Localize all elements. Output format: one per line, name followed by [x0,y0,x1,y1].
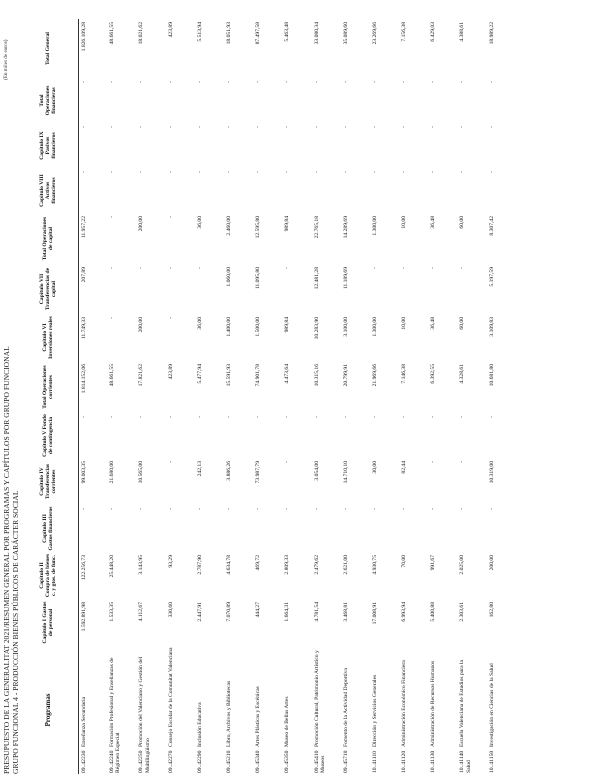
amount-cell: 3.100,00 [342,317,349,337]
amount-cell: 36,48 [430,317,437,330]
amount-cell: - [430,461,437,463]
amount-cell: 12.481,28 [313,267,320,290]
amount-cell: 30,00 [371,461,378,474]
amount-cell: 3.054,00 [313,461,320,481]
col-header: Capítulo VI Inversiones reales [20,314,78,361]
amount-cell: - [167,171,174,173]
amount-cell: - [488,416,495,418]
amount-cell: - [284,508,291,510]
amount-cell: - [167,267,174,269]
amount-cell: - [167,508,174,510]
amount-cell: - [371,81,378,83]
amount-cell: - [284,81,291,83]
amount-cell: 3.886,26 [225,461,232,481]
col-header: Capítulo IX Pasivos financieros [20,123,78,168]
amount-cell: 1.400,00 [225,317,232,337]
program-code: 10..41120 [401,750,408,773]
program-code: 09..42240 [109,750,116,773]
amount-cell: - [401,508,408,510]
amount-cell: - [371,416,378,418]
amount-cell: - [401,267,408,269]
amount-cell: 7.070,89 [225,602,232,622]
units-note: (En miles de euros) [3,39,9,80]
amount-cell: 18.051,93 [225,22,232,45]
amount-cell: - [371,171,378,173]
amount-cell: - [459,508,466,510]
amount-cell: 6.392,55 [430,364,437,384]
program-name: Administración de Recursos Humanos [430,660,437,747]
program-name: Dirección y Servicios Generales [371,674,378,747]
table-row [107,19,136,774]
table-row [370,19,399,774]
program-name: Formación Profesional y Enseñanzas de Régimen Especial [109,657,122,773]
amount-cell: - [459,126,466,128]
amount-cell: - [459,461,466,463]
amount-cell: 1.664,31 [284,602,291,622]
program-code: 09..42270 [167,750,174,773]
document-title: PRESUPUESTO DE LA GENERALITAT 2021/RESUMEN GENERAL POR PROGRAMAS Y CAPÍTULOS POR GRUPO FUNCIONAL [2,346,11,774]
amount-cell: - [342,81,349,83]
amount-cell: - [196,508,203,510]
amount-cell: 6.993,94 [401,602,408,622]
table-body [78,19,516,774]
amount-cell: 99.003,35 [80,461,87,484]
program-code: 09..45340 [255,750,262,773]
amount-cell: 21.969,66 [371,364,378,387]
amount-cell: 1.533,35 [109,602,116,622]
amount-cell: 14.289,69 [342,216,349,239]
table-row [457,19,486,774]
amount-cell: 5.477,94 [196,364,203,384]
program-cell [428,646,457,774]
col-header: Capítulo VII Transferencias de capital [20,264,78,314]
table-row [282,19,311,774]
amount-cell: 17.008,91 [371,602,378,625]
amount-cell: - [80,416,87,418]
amount-cell: 162,80 [488,602,495,618]
amount-cell: 207,89 [80,267,87,283]
amount-cell: 14.710,10 [342,461,349,484]
amount-cell: 20.799,91 [342,364,349,387]
amount-cell: - [284,461,291,463]
amount-cell: 5.513,94 [196,22,203,42]
table-row [253,19,282,774]
amount-cell: 82,44 [401,461,408,474]
program-name: Escuela Valenciana de Estudios para la Salud [459,659,472,773]
amount-cell: - [284,267,291,269]
amount-cell: 10.681,80 [488,364,495,387]
amount-cell: - [430,126,437,128]
amount-cell: - [401,416,408,418]
amount-cell: - [80,508,87,510]
amount-cell: 4.930,75 [371,555,378,575]
amount-cell: - [138,126,145,128]
program-cell [370,646,399,774]
program-name: Promoción Cultural, Patrimonio Artístico y Museos [313,650,326,773]
program-name: Investigación en Ciencias de la Salud [488,663,495,747]
amount-cell: 1.060,00 [225,267,232,287]
table-row [341,19,370,774]
amount-cell: 1.300,00 [371,216,378,236]
table-row [136,19,165,774]
amount-cell: 73.987,79 [255,461,262,484]
amount-cell: - [109,508,116,510]
amount-cell: 1.814.152,06 [80,364,87,394]
program-cell [224,646,253,774]
amount-cell: - [255,81,262,83]
amount-cell: - [313,126,320,128]
amount-cell: - [284,171,291,173]
amount-cell: 70,00 [401,555,408,568]
table-row [195,19,224,774]
amount-cell: - [459,416,466,418]
amount-cell: - [225,81,232,83]
program-cell [341,646,370,774]
program-code: 09..45710 [342,750,349,773]
program-code: 09..45410 [313,750,320,773]
program-code: 09..42290 [196,750,203,773]
amount-cell: - [430,416,437,418]
amount-cell: 48.661,55 [109,364,116,387]
amount-cell: - [109,81,116,83]
amount-cell: 2.787,90 [196,555,203,575]
amount-cell: 2.479,62 [313,555,320,575]
amount-cell: 2.025,00 [459,555,466,575]
amount-cell: 200,00 [488,555,495,571]
amount-cell: - [371,508,378,510]
amount-cell: - [255,508,262,510]
col-header: Capítulo I Gastos de personal [20,599,78,646]
amount-cell: - [284,416,291,418]
amount-cell: - [196,81,203,83]
amount-cell: - [109,171,116,173]
col-header: Total Operaciones de capital [20,213,78,264]
program-code: 09..45210 [225,750,232,773]
col-header: Programas [20,646,78,774]
amount-cell: 2.460,00 [225,216,232,236]
program-cell [107,646,136,774]
program-cell [166,646,195,774]
amount-cell: 6.429,03 [430,22,437,42]
amount-cell: - [430,81,437,83]
col-header: Total Operaciones corrientes [20,361,78,413]
amount-cell: 423,89 [167,22,174,38]
amount-cell: - [109,216,116,218]
amount-cell: - [342,416,349,418]
table-row [78,19,107,774]
program-name: Artes Plásticas y Escénicas [255,686,262,747]
amount-cell: 10.319,00 [488,461,495,484]
amount-cell: 4.781,54 [313,602,320,622]
amount-cell: - [196,416,203,418]
amount-cell: - [371,126,378,128]
amount-cell: 60,00 [459,317,466,330]
amount-cell: - [255,416,262,418]
functional-group-heading: GRUPO FUNCIONAL 4 - PRODUCCIÓN BIENES PÚBLICOS DE CARÁCTER SOCIAL [10,490,20,774]
program-name: Promoción del Valenciano y Gestión del Multilingüismo [138,656,151,773]
program-name: Fomento de la Actividad Deportiva [342,668,349,747]
amount-cell: 3.143,95 [138,555,145,575]
program-cell [487,646,516,774]
amount-cell: - [401,171,408,173]
program-cell [282,646,311,774]
amount-cell: - [196,126,203,128]
amount-cell: - [459,81,466,83]
program-cell [195,646,224,774]
amount-cell: 5.197,59 [488,267,495,287]
amount-cell: 11.095,80 [255,267,262,290]
amount-cell: - [313,416,320,418]
amount-cell: 48.661,55 [109,22,116,45]
program-code: 10..41140 [459,750,466,773]
amount-cell: 10.283,90 [313,317,320,340]
amount-cell: - [167,126,174,128]
amount-cell: 4.112,67 [138,602,145,622]
amount-cell: - [196,267,203,269]
col-header: Capítulo V Fondo de contingencia [20,413,78,458]
amount-cell: - [430,171,437,173]
amount-cell: 469,72 [255,555,262,571]
amount-cell: - [488,81,495,83]
amount-cell: 3.109,83 [488,317,495,337]
amount-cell: - [342,126,349,128]
program-name: Administración Económico Financiera [401,660,408,747]
program-name: Consejo Escolar de la Comunitat Valenciana [167,647,174,747]
amount-cell: 330,60 [167,602,174,618]
program-name: Enseñanza Secundaria [80,696,87,747]
amount-cell: - [80,171,87,173]
program-name: Museo de Bellas Artes [284,696,291,747]
amount-cell: 8.307,42 [488,216,495,236]
amount-cell: 23.269,66 [371,22,378,45]
amount-cell: 17.821,62 [138,364,145,387]
amount-cell: 3.468,81 [342,602,349,622]
amount-cell: - [284,126,291,128]
amount-cell: 93,29 [167,555,174,568]
amount-cell: - [401,81,408,83]
amount-cell: 989,84 [284,216,291,232]
amount-cell: 10,00 [401,216,408,229]
amount-cell: 21.680,00 [109,461,116,484]
amount-cell: 200,00 [138,317,145,333]
amount-cell: - [459,267,466,269]
amount-cell: 60,00 [459,216,466,229]
amount-cell: 4.473,64 [284,364,291,384]
amount-cell: 35.089,60 [342,22,349,45]
amount-cell: 33.080,34 [313,22,320,45]
amount-cell: - [430,508,437,510]
amount-cell: - [109,416,116,418]
amount-cell: 74.901,78 [255,364,262,387]
amount-cell: 1.300,00 [371,317,378,337]
amount-cell: - [342,171,349,173]
amount-cell: - [488,126,495,128]
col-header: Capítulo IV Transferencias corrientes [20,458,78,505]
amount-cell: 18.021,62 [138,22,145,45]
amount-cell: - [167,317,174,319]
amount-cell: 444,27 [255,602,262,618]
col-header: Capítulo VIII Activos financieros [20,168,78,213]
amount-cell: 122.256,73 [80,555,87,581]
amount-cell: - [430,267,437,269]
amount-cell: 22.765,18 [313,216,320,239]
amount-cell: 242,13 [196,461,203,477]
amount-cell: - [313,171,320,173]
amount-cell: - [80,126,87,128]
amount-cell: - [225,171,232,173]
program-cell [78,646,107,774]
program-code: 09..42230 [80,750,87,773]
amount-cell: - [167,461,174,463]
amount-cell: - [225,126,232,128]
program-cell [136,646,165,774]
amount-cell: - [138,508,145,510]
amount-cell: 1.592.891,98 [80,602,87,632]
amount-cell: 10,00 [401,317,408,330]
amount-cell: 2.809,33 [284,555,291,575]
amount-cell: 36,00 [196,216,203,229]
program-code: 10..41130 [430,750,437,773]
amount-cell: 11.749,33 [80,317,87,340]
col-header: Capítulo II Compra de bienes c. y gtos. de func. [20,552,78,599]
amount-cell: 2.621,00 [342,555,349,575]
amount-cell: - [401,126,408,128]
amount-cell: - [225,416,232,418]
amount-cell: - [313,81,320,83]
amount-cell: - [109,317,116,319]
col-header: Total Operaciones financieras [20,78,78,123]
amount-cell: 10.315,16 [313,364,320,387]
program-code: 09..45350 [284,750,291,773]
amount-cell: 10.565,00 [138,461,145,484]
table-row [428,19,457,774]
amount-cell: 4.328,61 [459,364,466,384]
program-name: Libro, Archivos y Bibliotecas [225,680,232,747]
amount-cell: 4.388,61 [459,22,466,42]
table-row [166,19,195,774]
table-row [312,19,341,774]
amount-cell: - [255,171,262,173]
amount-cell: 423,89 [167,364,174,380]
amount-cell: 11.957,22 [80,216,87,239]
amount-cell: 25.448,20 [109,555,116,578]
amount-cell: - [459,171,466,173]
amount-cell: - [488,508,495,510]
amount-cell: - [167,81,174,83]
budget-table [20,19,516,774]
amount-cell: 36,00 [196,317,203,330]
program-code: 10..41110 [371,751,378,773]
amount-cell: - [138,267,145,269]
program-cell [399,646,428,774]
amount-cell: - [138,81,145,83]
program-cell [253,646,282,774]
amount-cell: 12.595,80 [255,216,262,239]
amount-cell: - [255,126,262,128]
amount-cell: 200,00 [138,216,145,232]
program-code: 10..41150 [488,750,495,773]
amount-cell: 5.463,48 [284,22,291,42]
amount-cell: 15.591,93 [225,364,232,387]
amount-cell: 4.634,78 [225,555,232,575]
amount-cell: 2.303,61 [459,602,466,622]
amount-cell: - [167,216,174,218]
header-row [20,19,78,774]
amount-cell: - [138,171,145,173]
amount-cell: 989,84 [284,317,291,333]
amount-cell: 11.189,69 [342,267,349,290]
amount-cell: - [313,508,320,510]
amount-cell: 5.400,88 [430,602,437,622]
amount-cell: 36,48 [430,216,437,229]
program-code: 09..42250 [138,750,145,773]
col-header: Total General [20,19,78,78]
amount-cell: 18.989,22 [488,22,495,45]
amount-cell: 1.500,00 [255,317,262,337]
program-cell [457,646,486,774]
amount-cell: - [488,171,495,173]
amount-cell: 1.826.109,28 [80,22,87,52]
amount-cell: - [196,171,203,173]
amount-cell: - [342,508,349,510]
program-name: Inclusión Educativa [196,702,203,747]
table-row [487,19,516,774]
table-row [399,19,428,774]
table-row [224,19,253,774]
amount-cell: - [371,267,378,269]
amount-cell: 7.146,38 [401,364,408,384]
amount-cell: - [80,81,87,83]
amount-cell: 991,67 [430,555,437,571]
amount-cell: 7.156,38 [401,22,408,42]
program-cell [312,646,341,774]
amount-cell: - [109,126,116,128]
amount-cell: 87.497,58 [255,22,262,45]
amount-cell: - [138,416,145,418]
col-header: Capítulo III Gastos financieros [20,505,78,552]
amount-cell: - [225,508,232,510]
amount-cell: - [109,267,116,269]
amount-cell: 2.447,91 [196,602,203,622]
amount-cell: - [167,416,174,418]
